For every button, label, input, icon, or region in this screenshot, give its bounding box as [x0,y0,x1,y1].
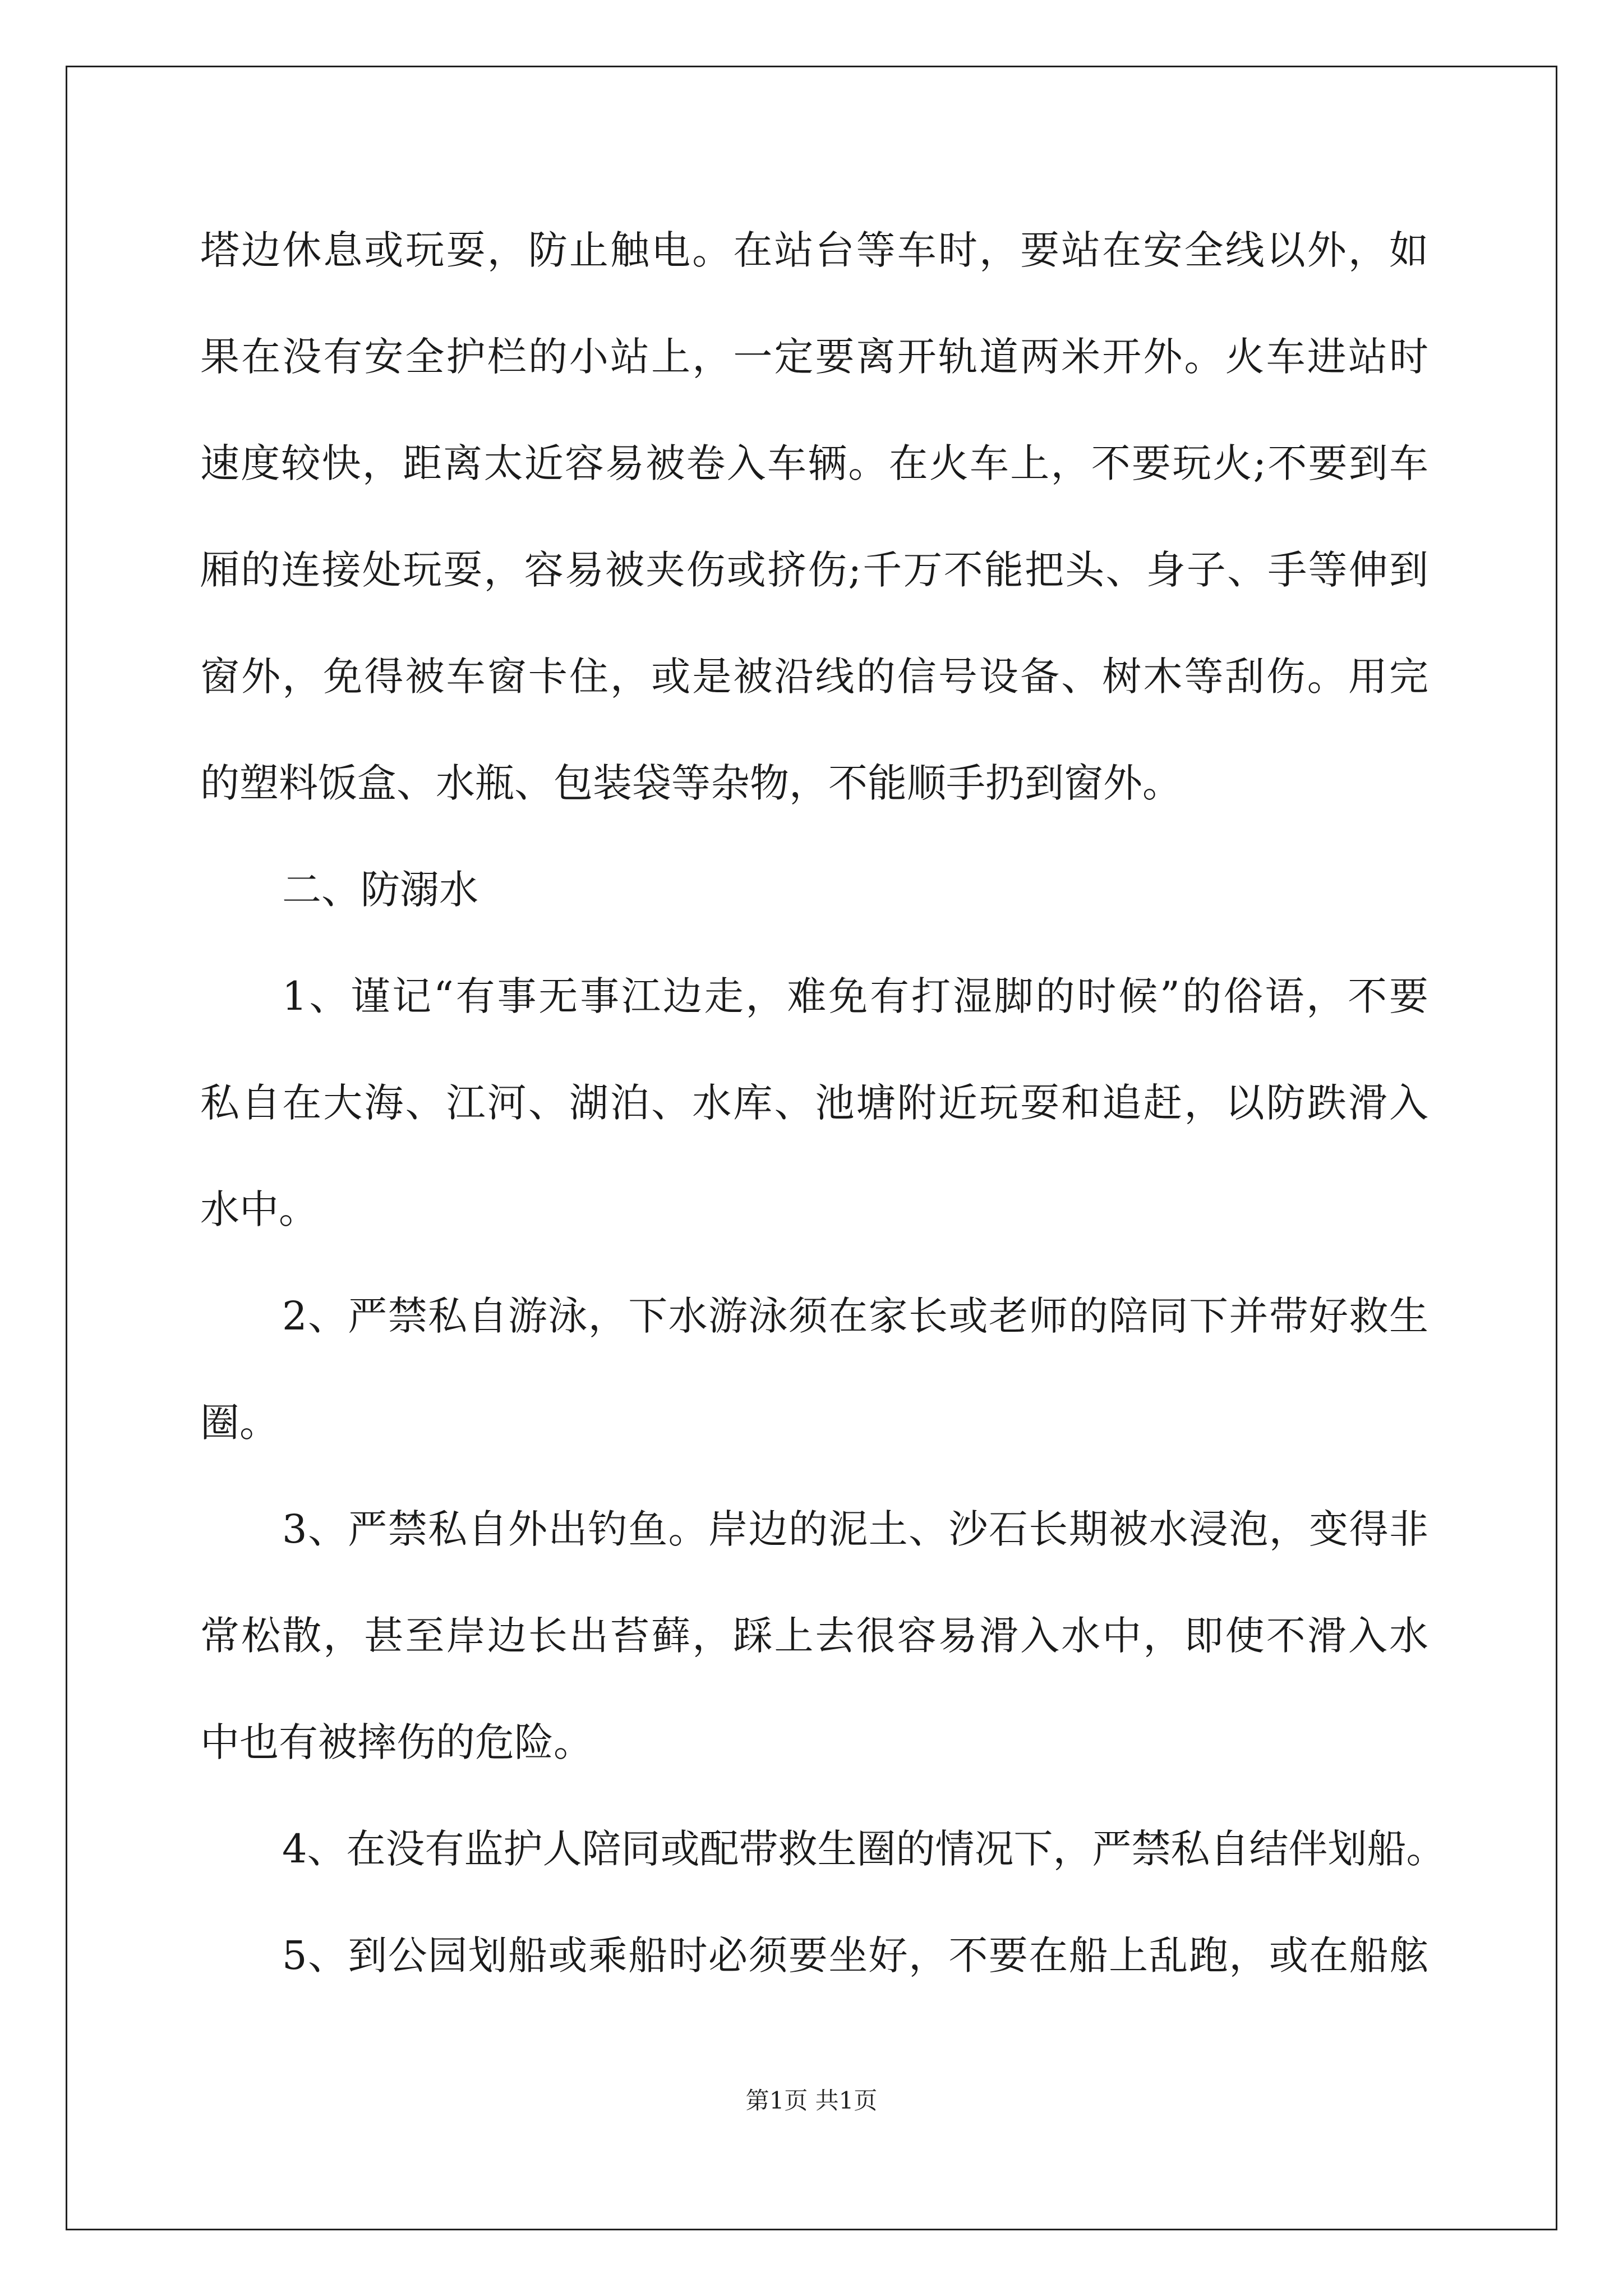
text-line: 4、在没有监护人陪同或配带救生圈的情况下，严禁私自结伴划船。 [282,1826,1446,1872]
text-line: 的塑料饭盒、水瓶、包装袋等杂物，不能顺手扔到窗外。 [200,760,1182,806]
text-line: 速度较快，距离太近容易被卷入车辆。在火车上，不要玩火;不要到车 [200,440,1428,486]
text-line: 圈。 [200,1400,279,1446]
text-line: 窗外，免得被车窗卡住，或是被沿线的信号设备、树木等刮伤。用完 [200,654,1428,700]
section-heading: 二、防溺水 [282,867,478,913]
text-line: 5、到公园划船或乘船时必须要坐好，不要在船上乱跑，或在船舷 [282,1932,1428,1978]
text-line: 水中。 [200,1186,318,1232]
text-line: 2、严禁私自游泳，下水游泳须在家长或老师的陪同下并带好救生 [282,1293,1428,1339]
text-line: 中也有被摔伤的危险。 [200,1719,593,1765]
text-line: 厢的连接处玩耍，容易被夹伤或挤伤;千万不能把头、身子、手等伸到 [200,547,1428,593]
document-body [200,217,1446,2028]
text-line: 塔边休息或玩耍，防止触电。在站台等车时，要站在安全线以外，如 [200,227,1428,273]
text-line: 常松散，甚至岸边长出苔藓，踩上去很容易滑入水中，即使不滑入水 [200,1613,1428,1659]
text-line: 私自在大海、江河、湖泊、水库、池塘附近玩耍和追赶，以防跌滑入 [200,1080,1428,1126]
text-line: 3、严禁私自外出钓鱼。岸边的泥土、沙石长期被水浸泡，变得非 [282,1506,1428,1552]
text-line: 果在没有安全护栏的小站上，一定要离开轨道两米开外。火车进站时 [200,334,1428,380]
page-number-footer: 第1页 共1页 [745,2087,878,2114]
text-line: 1、谨记“有事无事江边走，难免有打湿脚的时候”的俗语，不要 [282,973,1428,1019]
